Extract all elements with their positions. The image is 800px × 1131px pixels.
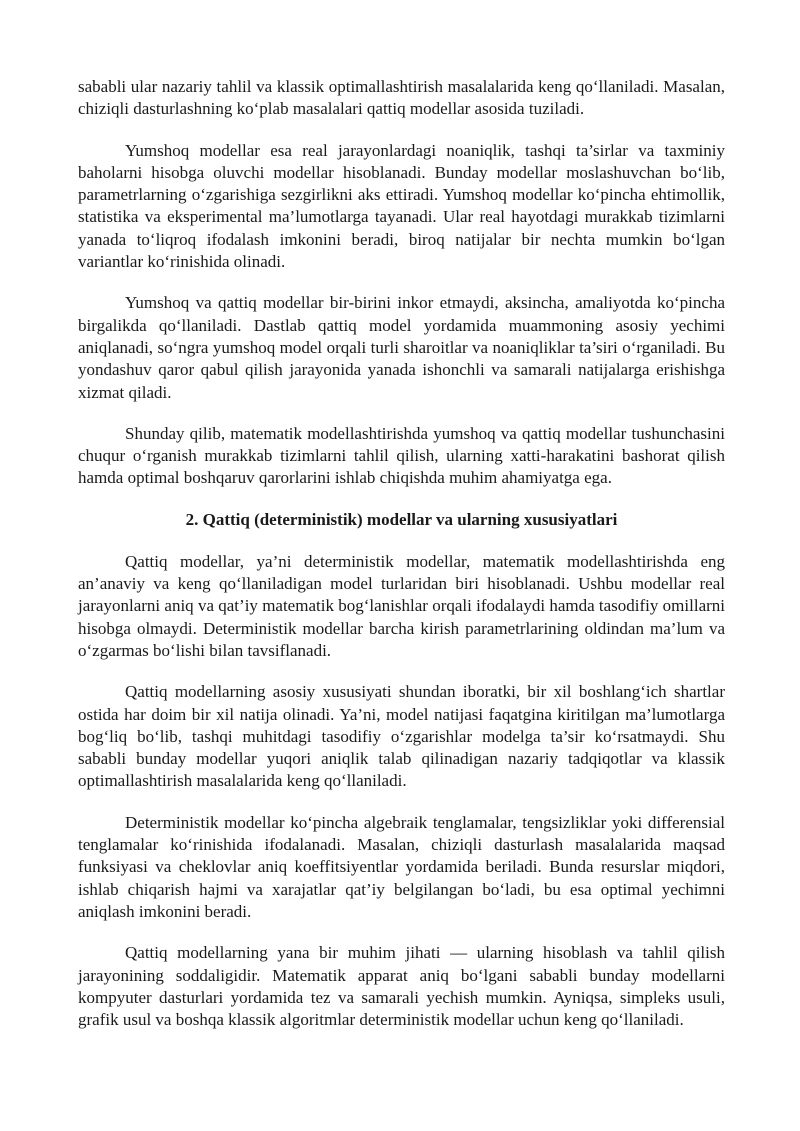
paragraph-deterministic-equations: Deterministik modellar ko‘pincha algebraik tenglamalar, tengsizliklar yoki differensial tenglamalar ko‘rinishida ifodalanadi. Masalan, chiziqli dasturlash masalalarida maqsad funksiyasi va cheklovlar aniq koeffitsiyentlar yordamida beriladi. Bunda resurslar miqdori, ishlab chiqarish hajmi va xarajatlar qat’iy belgilangan bo‘ladi, bu esa optimal yechimni aniqlash imkonini beradi. [78,812,725,921]
paragraph-computation-simplicity: Qattiq modellarning yana bir muhim jihati — ularning hisoblash va tahlil qilish jarayonining soddaligidir. Matematik apparat aniq bo‘lgani sababli bunday modellarni kompyuter dasturlari yordamida tez va samarali yechish mumkin. Ayniqsa, simpleks usuli, grafik usul va boshqa klassik algoritmlar deterministik modellar uchun keng qo‘llaniladi. [78,943,725,1030]
paragraph-conclusion: Shunday qilib, matematik modellashtirishda yumshoq va qattiq modellar tushunchasini chuqur o‘rganish murakkab tizimlarni tahlil qilish, ularning xatti-harakatini bashorat qilish hamda optimal boshqaruv qarorlarini ishlab chiqishda muhim ahamiyatga ega. [78,423,725,488]
document-page [78,76,725,1050]
paragraph-continued: sababli ular nazariy tahlil va klassik optimallashtirish masalalarida keng qo‘llaniladi. Masalan, chiziqli dasturlashning ko‘plab masalalari qattiq modellar asosida tuziladi. [78,77,725,119]
paragraph-soft-models: Yumshoq modellar esa real jarayonlardagi noaniqlik, tashqi ta’sirlar va taxminiy baholarni hisobga oluvchi modellar hisoblanadi. Bunday modellar moslashuvchan bo‘lib, parametrlarning o‘zgarishiga sezgirlikni aks ettiradi. Yumshoq modellar ko‘pincha ehtimollik, statistika va eksperimental ma’lumotlarga tayanadi. Ular real hayotdagi murakkab tizimlarni yanada to‘liqroq ifodalash imkonini beradi, biroq natijalar bir nechta mumkin bo‘lgan variantlar ko‘rinishida olinadi. [78,140,725,272]
paragraph-hard-models-intro: Qattiq modellar, ya’ni deterministik modellar, matematik modellashtirishda eng an’anaviy va keng qo‘llaniladigan model turlaridan biri hisoblanadi. Ushbu modellar real jarayonlarni aniq va qat’iy matematik bog‘lanishlar orqali ifodalaydi hamda tasodifiy omillarni hisobga olmaydi. Deterministik modellar barcha kirish parametrlarining oldindan ma’lum va o‘zgarmas bo‘lishi bilan tavsiflanadi. [78,551,725,660]
paragraph-soft-and-hard: Yumshoq va qattiq modellar bir-birini inkor etmaydi, aksincha, amaliyotda ko‘pincha birgalikda qo‘llaniladi. Dastlab qattiq model yordamida muammoning asosiy yechimi aniqlanadi, so‘ngra yumshoq model orqali turli sharoitlar va noaniqliklar ta’siri o‘rganiladi. Bu yondashuv qaror qabul qilish jarayonida yanada ishonchli va samarali natijalarga erishishga xizmat qiladi. [78,293,725,402]
section-heading: 2. Qattiq (deterministik) modellar va ularning xususiyatlari [185,509,618,529]
paragraph-hard-models-property: Qattiq modellarning asosiy xususiyati shundan iboratki, bir xil boshlang‘ich shartlar ostida har doim bir xil natija olinadi. Ya’ni, model natijasi faqatgina kiritilgan ma’lumotlarga bog‘liq bo‘lib, tashqi muhitdagi tasodifiy o‘zgarishlar modelga ta’sir ko‘rsatmaydi. Shu sababli bunday modellar yuqori aniqlik talab qilinadigan nazariy tadqiqotlar va klassik optimallashtirish masalalarida keng qo‘llaniladi. [78,682,725,791]
